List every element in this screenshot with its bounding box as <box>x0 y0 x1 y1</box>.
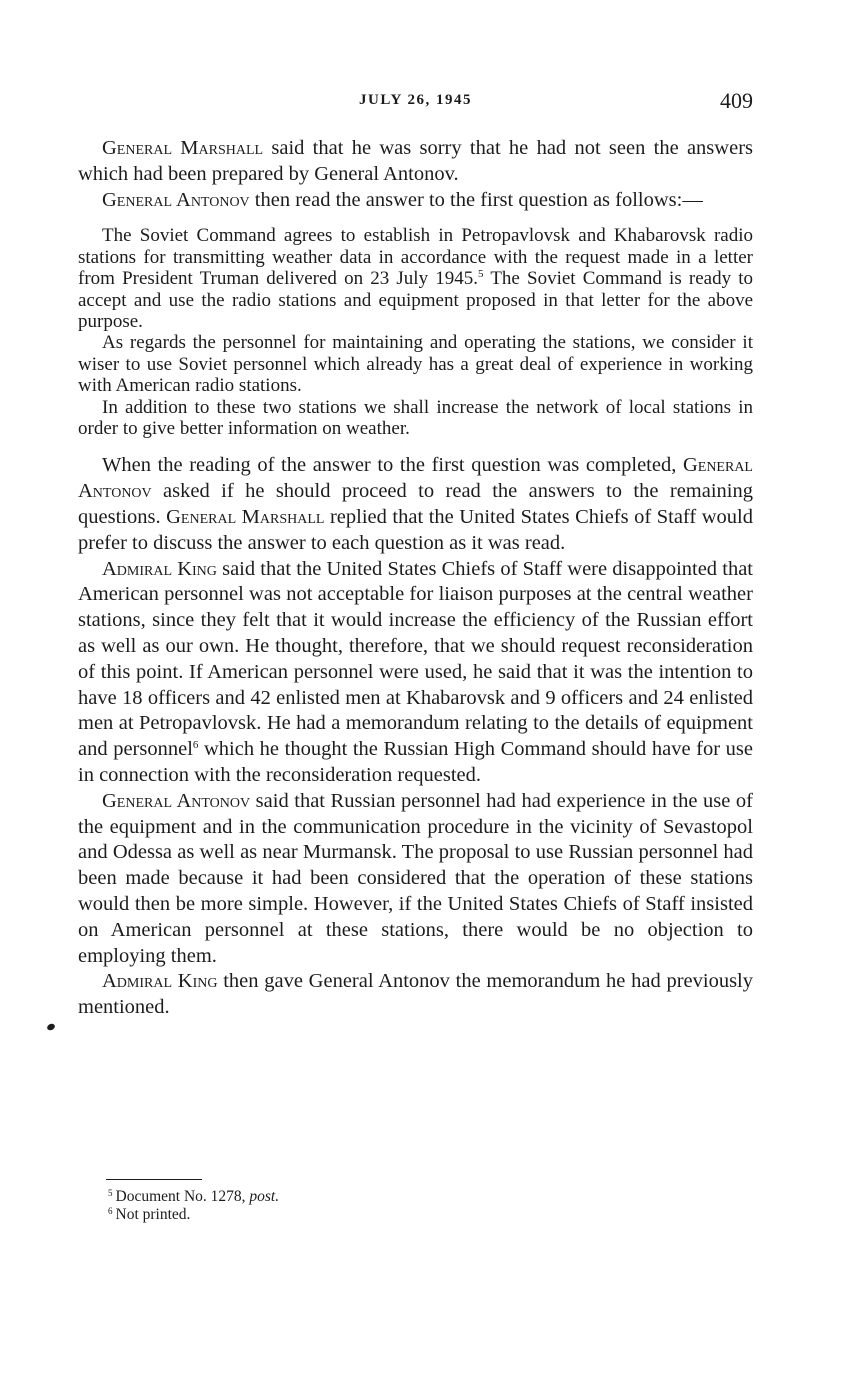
footnote-rule <box>106 1179 202 1180</box>
running-head: JULY 26, 1945 <box>359 92 472 108</box>
footnote-5 <box>108 1188 608 1206</box>
quote-paragraph-1 <box>78 225 753 332</box>
paragraph-text: replied that the United States Chiefs of Staff would prefer to discuss the answer to each question as it was read. <box>78 506 753 554</box>
footnote-italic: post. <box>249 1188 280 1205</box>
paragraph-3 <box>78 453 753 556</box>
paragraph-text: which he thought the Russian High Command should have for use in connection with the reconsideration requested. <box>78 738 753 787</box>
speaker-name: General Marshall <box>102 137 264 159</box>
paragraph-6 <box>78 969 753 1021</box>
paragraph-text: then read the answer to the first question as follows:— <box>249 188 703 211</box>
footnotes <box>108 1188 608 1224</box>
page-number: 409 <box>720 88 753 113</box>
paragraph-text: then gave General Antonov the memorandum he had previously mentioned. <box>78 970 753 1019</box>
quote-paragraph-3: In addition to these two stations we shall increase the network of local stations in order to give better information on weather. <box>78 396 753 440</box>
speaker-name: General Antonov <box>102 188 250 211</box>
footnote-number: 6 <box>108 1206 113 1216</box>
page-header <box>78 88 753 118</box>
paragraph-text: said that Russian personnel had had experience in the use of the equipment and in the communication procedure in the vicinity of Sevastopol and Odessa as well as near Murmansk. The proposal to use Russian personnel had been made because it had been considered that the operation of these stations would then be more simple. However, if the United States Chiefs of Staff insisted on American personnel at these stations, there would be no objection to employing them. <box>78 789 753 967</box>
footnote-number: 5 <box>108 1188 113 1198</box>
speaker-name: General Antonov <box>102 789 251 812</box>
paragraph-text: When the reading of the answer to the first question was completed, <box>102 454 683 477</box>
paragraph-1 <box>78 136 753 188</box>
footnote-text: Document No. 1278, <box>115 1188 250 1205</box>
speaker-name: General Antonov <box>78 454 753 503</box>
paragraph-5 <box>78 789 753 970</box>
footnote-ref-6: 6 <box>192 739 199 752</box>
speaker-name: Admiral King <box>102 557 217 580</box>
paragraph-text: asked if he should proceed to read the answers to the remaining questions. <box>78 480 753 529</box>
paragraph-text: said that he was sorry that he had not seen the answers which had been prepared by General Antonov. <box>78 137 753 185</box>
quote-text: The Soviet Command agrees to establish in Petropavlovsk and Khabarovsk radio stations for transmitting weather data in accordance with the request made in a letter from President Truman delivered on 23 July 1945. <box>78 225 753 290</box>
speaker-name: General Marshall <box>166 506 325 529</box>
quote-text: The Soviet Command is ready to accept and use the radio stations and equipment proposed in that letter for the above purpose. <box>78 268 754 333</box>
quote-paragraph-2: As regards the personnel for maintaining and operating the stations, we consider it wiser to use Soviet personnel which already has a great deal of experience in working with American radio stations. <box>78 332 753 397</box>
footnote-6 <box>108 1206 608 1224</box>
paragraph-4 <box>78 557 753 789</box>
footnote-ref-5: 5 <box>478 268 484 281</box>
block-quote <box>78 225 753 439</box>
paragraph-2 <box>78 188 753 214</box>
paragraph-text: said that the United States Chiefs of Staff were disappointed that American personnel was not acceptable for liaison purposes at the central weather stations, since they felt that it would increase the efficiency of the Russian effort as well as our own. He thought, therefore, that we should request reconsideration of this point. If American personnel were used, he said that it was the intention to have 18 officers and 42 enlisted men at Khabarovsk and 9 officers and 24 enlisted men at Petropavlovsk. He had a memorandum relating to the details of equipment and personnel <box>78 557 753 761</box>
margin-mark <box>46 1023 56 1032</box>
body-text <box>78 136 753 1021</box>
footnote-text: Not printed. <box>115 1206 191 1223</box>
speaker-name: Admiral King <box>102 970 218 993</box>
